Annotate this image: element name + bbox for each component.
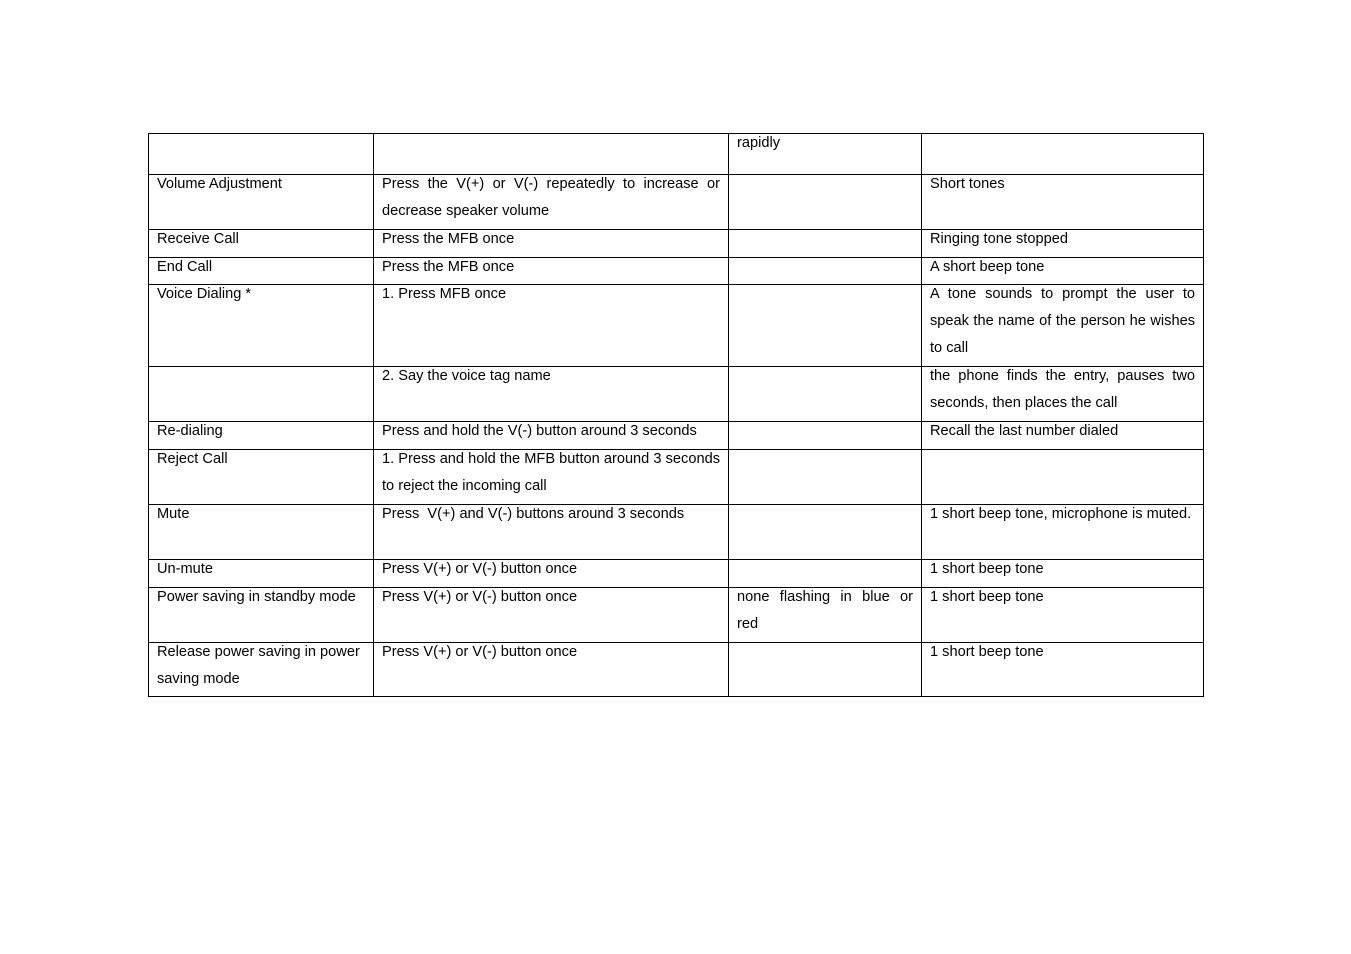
operation-cell: Press V(+) or V(-) button once [374, 643, 729, 697]
function-cell [149, 134, 374, 175]
function-cell: Receive Call [149, 230, 374, 258]
led-cell [729, 643, 922, 697]
tone-cell [922, 134, 1204, 175]
operation-cell: 1. Press and hold the MFB button around 3 seconds to reject the incoming call [374, 450, 729, 505]
tone-cell: A tone sounds to prompt the user to speak the name of the person he wishes to call [922, 285, 1204, 367]
tone-cell: Recall the last number dialed [922, 422, 1204, 450]
tone-cell: Ringing tone stopped [922, 230, 1204, 258]
function-cell: Voice Dialing * [149, 285, 374, 367]
led-cell: none flashing in blue or red [729, 588, 922, 643]
operation-cell [374, 134, 729, 175]
tone-cell: 1 short beep tone, microphone is muted. [922, 505, 1204, 560]
function-cell: Volume Adjustment [149, 175, 374, 230]
table-row [149, 422, 1204, 450]
function-cell: Un-mute [149, 560, 374, 588]
operation-cell: Press V(+) and V(-) buttons around 3 seconds [374, 505, 729, 560]
tone-cell: Short tones [922, 175, 1204, 230]
operation-cell: 1. Press MFB once [374, 285, 729, 367]
led-cell [729, 422, 922, 450]
function-cell: Release power saving in power saving mode [149, 643, 374, 697]
led-cell [729, 258, 922, 285]
operation-cell: Press V(+) or V(-) button once [374, 560, 729, 588]
table-row [149, 258, 1204, 285]
operation-cell: Press the V(+) or V(-) repeatedly to increase or decrease speaker volume [374, 175, 729, 230]
table-row [149, 134, 1204, 175]
operation-cell: Press the MFB once [374, 230, 729, 258]
led-cell [729, 367, 922, 422]
tone-cell: the phone finds the entry, pauses two seconds, then places the call [922, 367, 1204, 422]
led-cell [729, 285, 922, 367]
led-cell [729, 175, 922, 230]
function-table [148, 133, 1204, 697]
led-cell [729, 450, 922, 505]
table-row [149, 505, 1204, 560]
tone-cell [922, 450, 1204, 505]
table-row [149, 588, 1204, 643]
tone-cell: A short beep tone [922, 258, 1204, 285]
operation-cell: Press and hold the V(-) button around 3 seconds [374, 422, 729, 450]
table-row [149, 175, 1204, 230]
tone-cell: 1 short beep tone [922, 560, 1204, 588]
tone-cell: 1 short beep tone [922, 643, 1204, 697]
function-cell: Re-dialing [149, 422, 374, 450]
table-row [149, 643, 1204, 697]
function-cell: Mute [149, 505, 374, 560]
table-row [149, 560, 1204, 588]
operation-cell: Press the MFB once [374, 258, 729, 285]
led-cell [729, 505, 922, 560]
tone-cell: 1 short beep tone [922, 588, 1204, 643]
table-row [149, 450, 1204, 505]
table-row [149, 367, 1204, 422]
function-cell [149, 367, 374, 422]
table-row [149, 285, 1204, 367]
operation-cell: 2. Say the voice tag name [374, 367, 729, 422]
operation-cell: Press V(+) or V(-) button once [374, 588, 729, 643]
led-cell: rapidly [729, 134, 922, 175]
led-cell [729, 560, 922, 588]
function-cell: Reject Call [149, 450, 374, 505]
table-row [149, 230, 1204, 258]
function-cell: Power saving in standby mode [149, 588, 374, 643]
function-cell: End Call [149, 258, 374, 285]
led-cell [729, 230, 922, 258]
